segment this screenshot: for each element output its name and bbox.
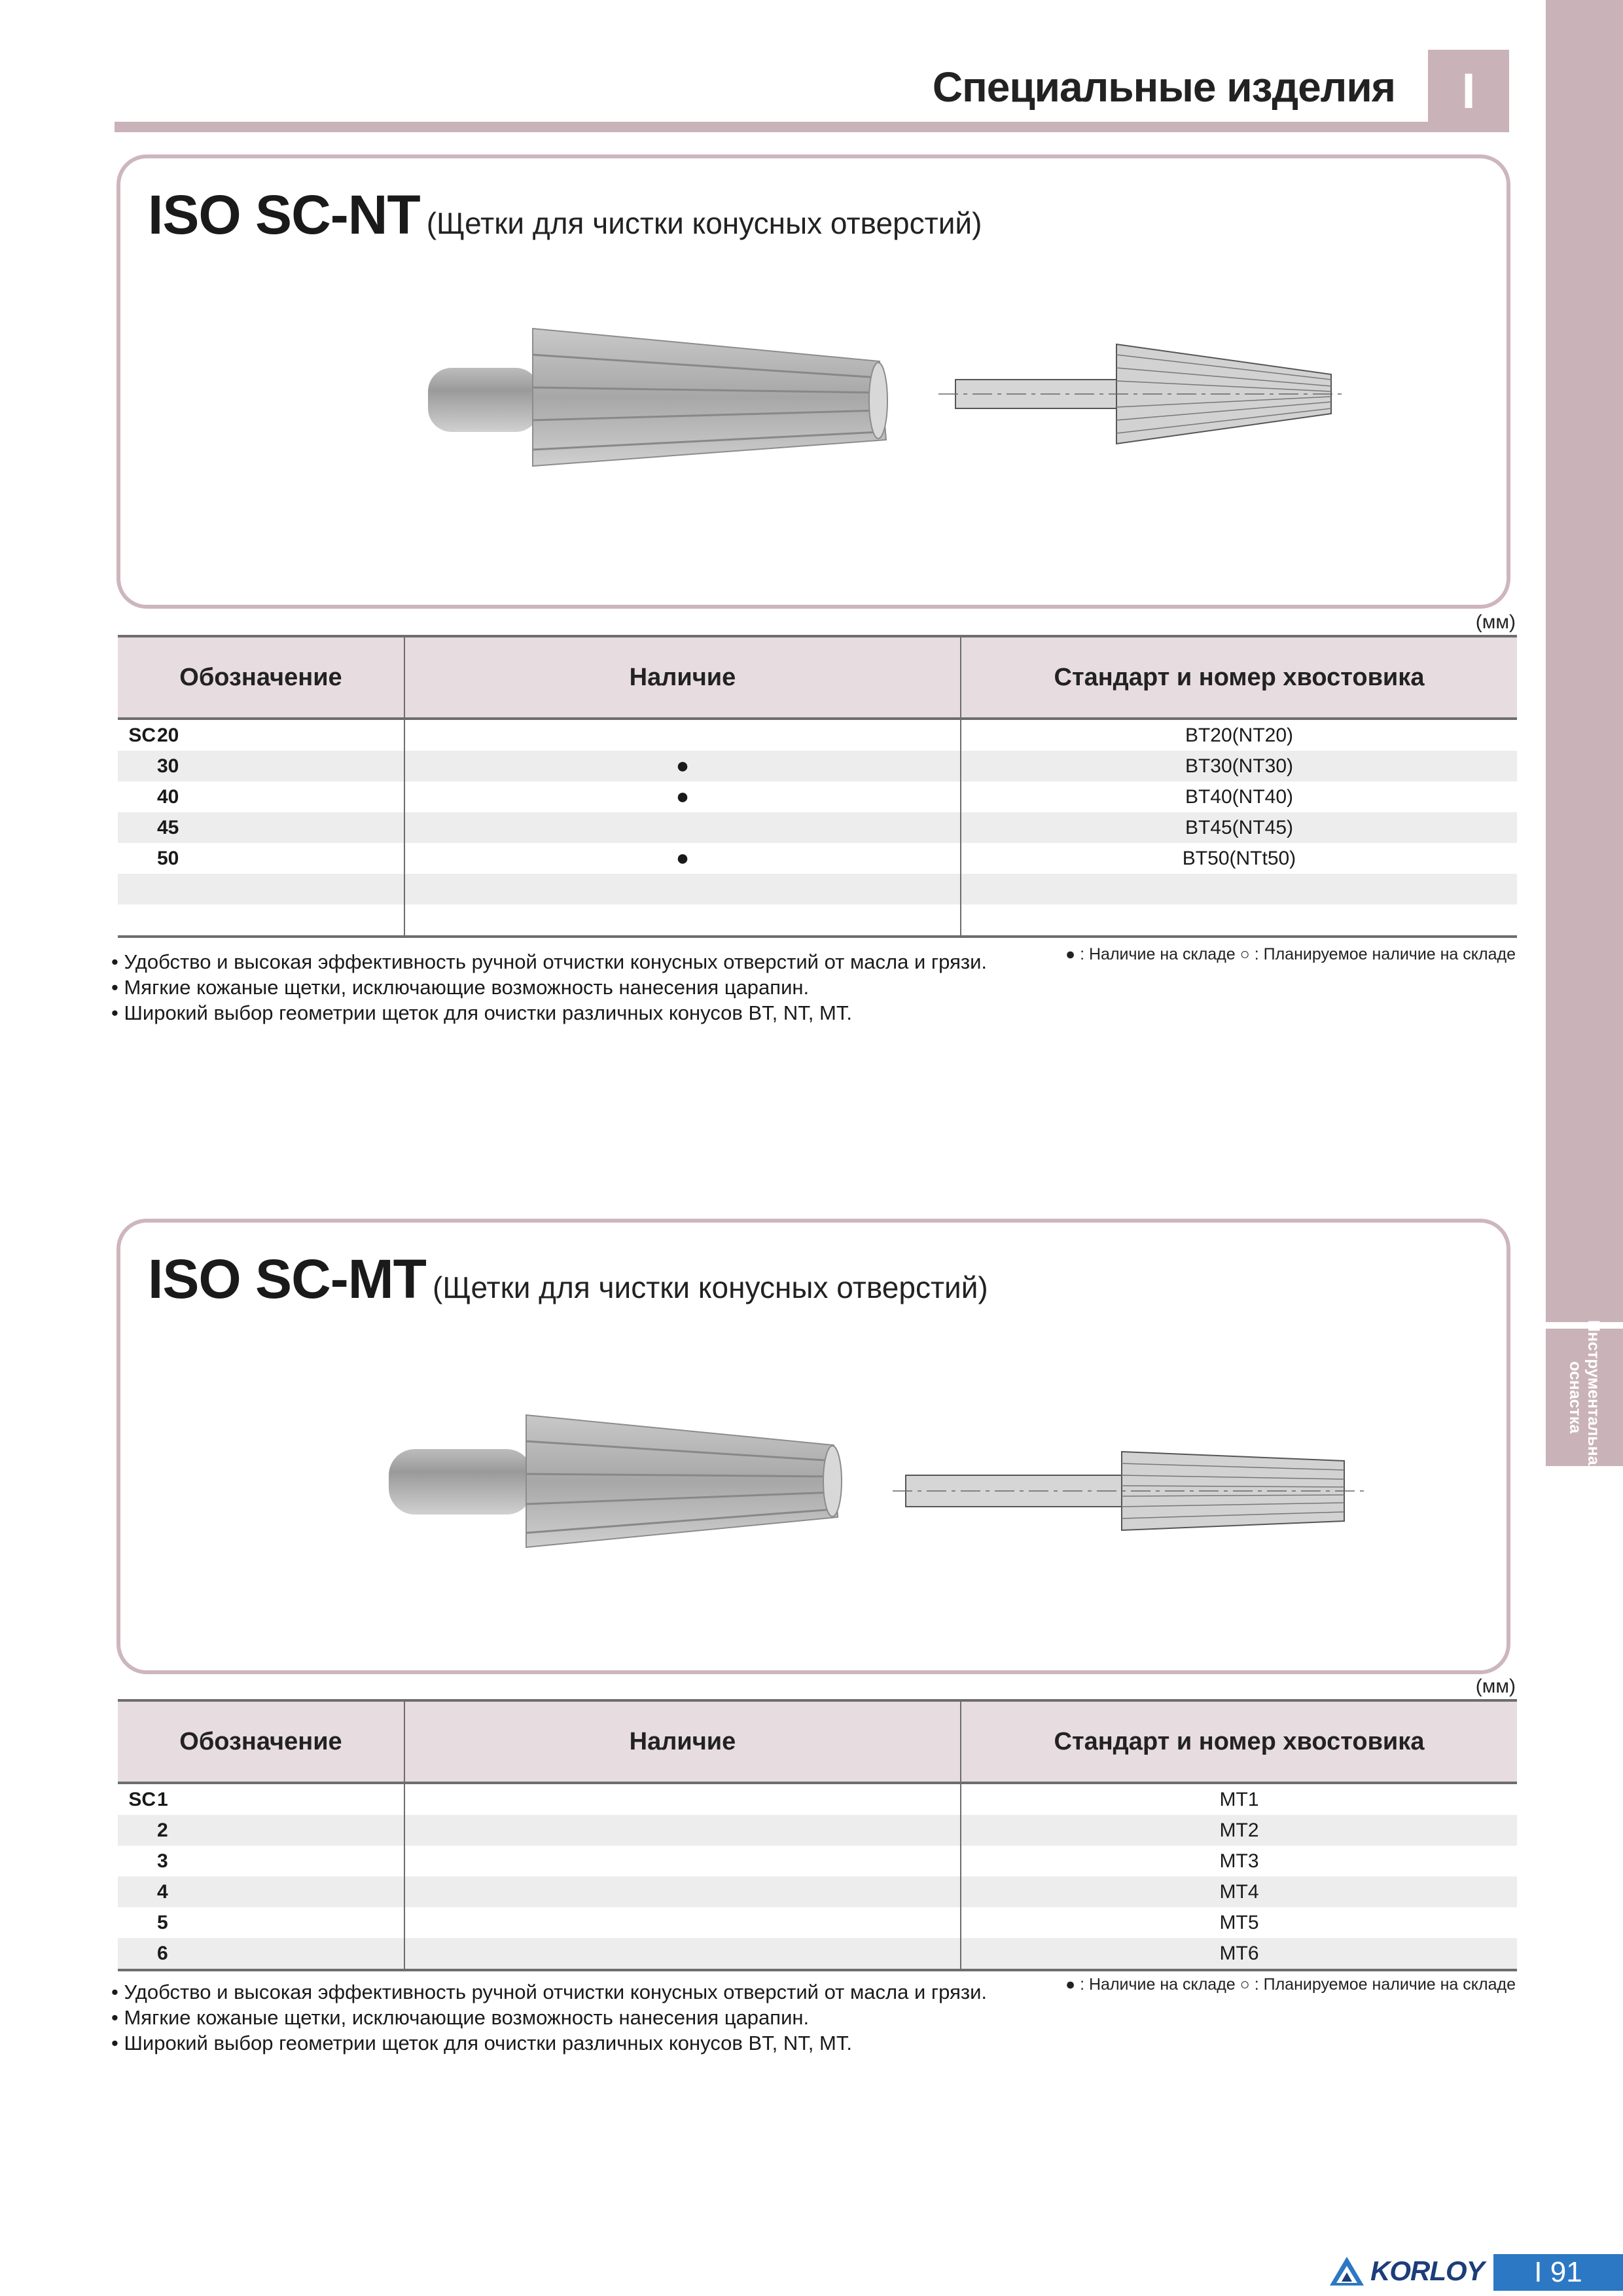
- korloy-logo: [1329, 2255, 1484, 2287]
- standard-cell: BT30(NT30): [961, 751, 1517, 781]
- availability-cell: ●: [404, 843, 961, 874]
- standard-cell: MT6: [961, 1938, 1517, 1970]
- table-row: [118, 1938, 1517, 1970]
- standard-cell: BT45(NT45): [961, 812, 1517, 843]
- availability-cell: [404, 905, 961, 937]
- stock-text: : Наличие на складе: [1080, 1975, 1236, 1994]
- column-header-availability: Наличие: [404, 1700, 961, 1783]
- column-header-shank-standard: Стандарт и номер хвостовика: [961, 636, 1517, 719]
- availability-legend: [1065, 1975, 1516, 1994]
- table-row: [118, 1876, 1517, 1907]
- standard-cell: [961, 905, 1517, 937]
- standard-cell: MT2: [961, 1815, 1517, 1846]
- designation-cell: 45: [118, 812, 404, 843]
- product-title: [148, 183, 982, 247]
- availability-cell: [404, 1846, 961, 1876]
- planned-text: : Планируемое наличие на складе: [1254, 945, 1516, 963]
- column-header-designation: Обозначение: [118, 636, 404, 719]
- designation-cell: 2: [118, 1815, 404, 1846]
- table-row: [118, 719, 1517, 751]
- availability-cell: [404, 1876, 961, 1907]
- table-row: [118, 812, 1517, 843]
- product-title: [148, 1247, 988, 1311]
- availability-cell: [404, 812, 961, 843]
- table-row: [118, 1907, 1517, 1938]
- stock-mark: ●: [1065, 945, 1076, 963]
- designation-cell: SC1: [128, 1788, 168, 1810]
- page-number: I 91: [1493, 2254, 1623, 2291]
- availability-cell: [404, 1783, 961, 1815]
- unit-label: (мм): [1475, 611, 1516, 633]
- chapter-tab-label: Инструментальная оснастка: [1566, 1319, 1603, 1475]
- standard-cell: [961, 874, 1517, 905]
- feature-notes: [111, 1979, 987, 2056]
- table-row: [118, 1783, 1517, 1815]
- availability-cell: ●: [404, 751, 961, 781]
- availability-cell: [404, 719, 961, 751]
- standard-cell: BT40(NT40): [961, 781, 1517, 812]
- designation-cell: 6: [118, 1938, 404, 1970]
- note-item: • Мягкие кожаные щетки, исключающие возможность нанесения царапин.: [111, 975, 987, 1000]
- standard-cell: MT3: [961, 1846, 1517, 1876]
- table-row: [118, 751, 1517, 781]
- table-row: [118, 843, 1517, 874]
- logo-text: KORLOY: [1370, 2255, 1484, 2286]
- designation-cell: [118, 874, 404, 905]
- availability-cell: [404, 1907, 961, 1938]
- column-header-availability: Наличие: [404, 636, 961, 719]
- stock-mark: ●: [1065, 1975, 1076, 1994]
- product-subtitle: (Щетки для чистки конусных отверстий): [433, 1270, 988, 1304]
- brush-drawing: [938, 342, 1344, 453]
- note-item: • Широкий выбор геометрии щеток для очистки различных конусов BT, NT, MT.: [111, 2030, 987, 2056]
- designation-cell: 5: [157, 1911, 168, 1933]
- note-item: • Широкий выбор геометрии щеток для очистки различных конусов BT, NT, MT.: [111, 1000, 987, 1026]
- logo-mark-icon: [1329, 2255, 1365, 2287]
- designation-cell: 50: [157, 847, 179, 869]
- designation-cell: SC20: [128, 724, 179, 746]
- header-rule: [115, 122, 1509, 132]
- standard-cell: BT50(NTt50): [961, 843, 1517, 874]
- table-header-row: [118, 636, 1517, 719]
- table-row: [118, 874, 1517, 905]
- availability-cell: ●: [404, 781, 961, 812]
- standard-cell: MT5: [961, 1907, 1517, 1938]
- note-item: • Удобство и высокая эффективность ручной отчистки конусных отверстий от масла и грязи.: [111, 949, 987, 975]
- table-row: [118, 1815, 1517, 1846]
- feature-notes: [111, 949, 987, 1026]
- product-subtitle: (Щетки для чистки конусных отверстий): [426, 206, 982, 240]
- availability-cell: [404, 874, 961, 905]
- column-header-designation: Обозначение: [118, 1700, 404, 1783]
- product-panel-sc-nt: [116, 154, 1510, 609]
- section-badge: I: [1428, 50, 1509, 132]
- product-panel-sc-mt: [116, 1219, 1510, 1674]
- standard-cell: MT4: [961, 1876, 1517, 1907]
- availability-legend: [1065, 945, 1516, 964]
- product-code: ISO SC-MT: [148, 1248, 426, 1310]
- spec-table-sc-nt: [118, 635, 1517, 938]
- standard-cell: MT1: [961, 1783, 1517, 1815]
- designation-cell: 40: [157, 785, 179, 808]
- spec-table-sc-mt: [118, 1699, 1517, 1971]
- stock-text: : Наличие на складе: [1080, 945, 1236, 963]
- table-header-row: [118, 1700, 1517, 1783]
- planned-mark: ○: [1240, 945, 1250, 963]
- designation-cell: 3: [157, 1850, 168, 1872]
- planned-text: : Планируемое наличие на складе: [1254, 1975, 1516, 1994]
- designation-cell: 4: [118, 1876, 404, 1907]
- brush-drawing: [893, 1445, 1364, 1537]
- table-row: [118, 1846, 1517, 1876]
- brush-photo: [310, 315, 912, 473]
- availability-cell: [404, 1815, 961, 1846]
- table-row: [118, 781, 1517, 812]
- note-item: • Удобство и высокая эффективность ручной отчистки конусных отверстий от масла и грязи.: [111, 1979, 987, 2005]
- brush-photo: [271, 1412, 873, 1570]
- designation-cell: 30: [118, 751, 404, 781]
- unit-label: (мм): [1475, 1676, 1516, 1697]
- column-header-shank-standard: Стандарт и номер хвостовика: [961, 1700, 1517, 1783]
- table-row: [118, 905, 1517, 937]
- planned-mark: ○: [1240, 1975, 1250, 1994]
- availability-cell: [404, 1938, 961, 1970]
- product-code: ISO SC-NT: [148, 184, 420, 245]
- edge-strip: [1546, 0, 1623, 1322]
- note-item: • Мягкие кожаные щетки, исключающие возможность нанесения царапин.: [111, 2005, 987, 2030]
- section-title: Специальные изделия: [932, 63, 1395, 111]
- standard-cell: BT20(NT20): [961, 719, 1517, 751]
- designation-cell: [118, 905, 404, 937]
